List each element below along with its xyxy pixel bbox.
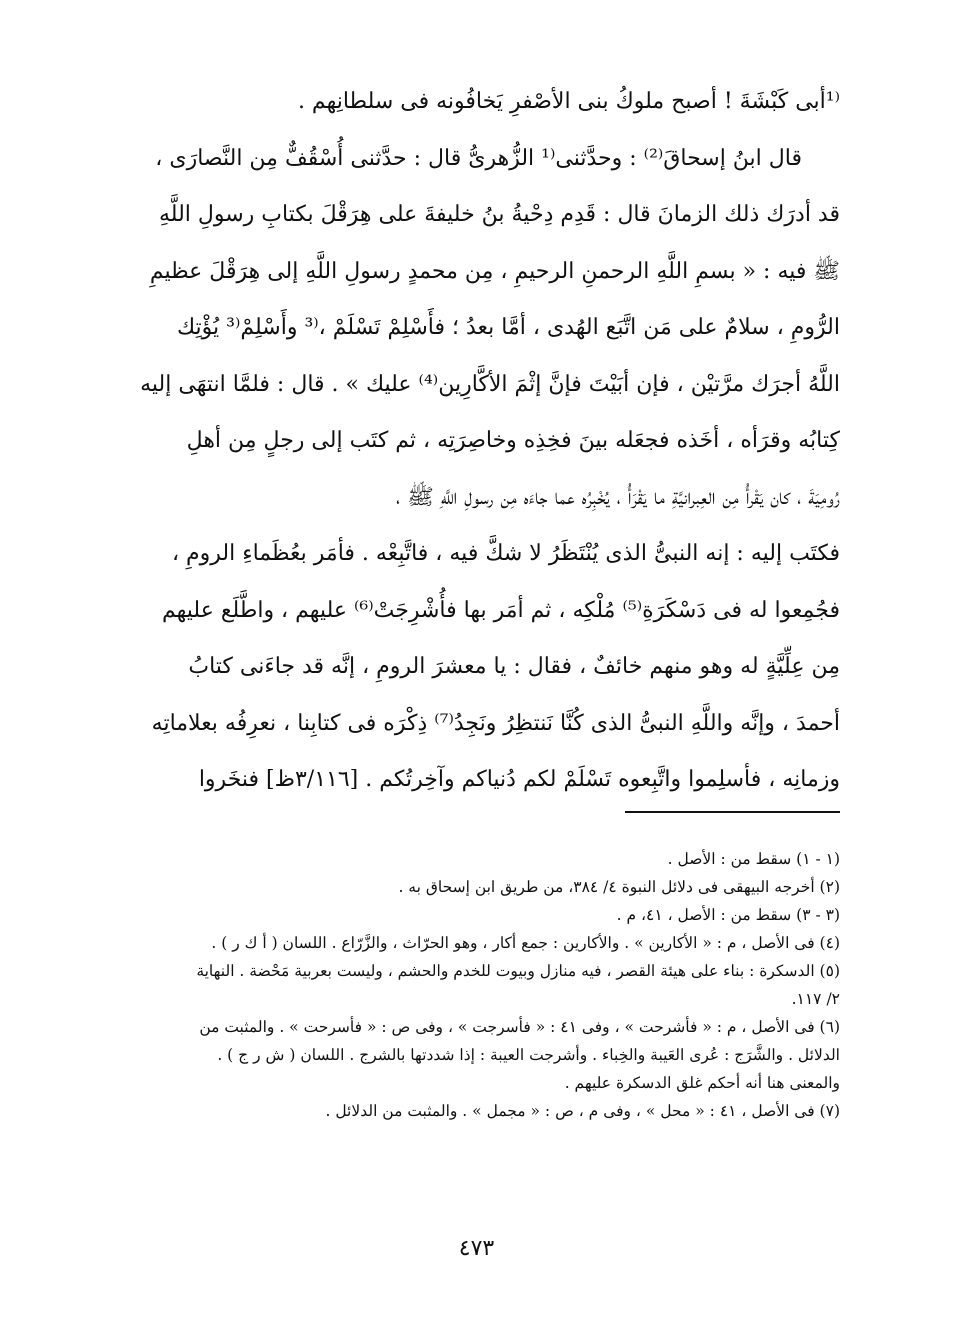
text-line: مِن عِلِّيَّةٍ له وهو منهم خائفٌ ، فقال : يا معشرَ الرومِ ، إنَّه قد جاءَنى كتابُ bbox=[188, 654, 840, 679]
footnote-separator bbox=[625, 811, 840, 813]
text-line: أحمدَ ، وإنَّه واللَّهِ النبىُّ الذى كُنَّا نَنتظِرُ ونَجِدُ⁽⁷⁾ ذِكْرَه فى كتابِنا ، نعرِفُه بعلاماتِه bbox=[151, 710, 840, 736]
text-line: ⁽¹أبى كَبْشَةَ ! أصبح ملوكُ بنى الأصْفرِ يَخافُونه فى سلطانِهم . bbox=[297, 89, 840, 114]
footnote: (٣ - ٣) سقط من : الأصل ، ٤١، م . bbox=[616, 906, 840, 924]
footnote-continuation: الدلائل . والشَّرَج : عُرى العَيبة والخِباء . وأشرجت العيبة : إذا شددتها بالشرج . اللسان ( ش ر ج ) . bbox=[217, 1046, 840, 1064]
footnote: (٥) الدسكرة : بناء على هيئة القصر ، فيه منازل وبيوت للخدم والحشم ، وليست بعربية مَحْضة . النهاية bbox=[196, 962, 840, 980]
footnote: (٢) أخرجه البيهقى فى دلائل النبوة ٤/ ٣٨٤، من طريق ابن إسحاق به . bbox=[398, 878, 840, 896]
text-line: ﷺ فيه : « بسمِ اللَّهِ الرحمنِ الرحيمِ ، مِن محمدٍ رسولِ اللَّهِ إلى هِرَقْلَ عظيمِ bbox=[149, 258, 840, 284]
footnote-continuation: ٢/ ١١٧. bbox=[791, 990, 840, 1008]
text-line: كِتابُه وقرَأه ، أخَذه فجعَله بينَ فخِذِه وخاصِرَتِه ، ثم كتَب إلى رجلٍ مِن أهلِ bbox=[186, 428, 840, 453]
footnote: (٧) فى الأصل ، ٤١ : « محل » ، وفى م ، ص : « مجمل » . والمثبت من الدلائل . bbox=[325, 1102, 840, 1120]
footnote: (٦) فى الأصل ، م : « فأشرحت » ، وفى ٤١ : « فأسرجت » ، وفى ص : « فأسرحت » . والمثبت من bbox=[199, 1018, 840, 1036]
main-text bbox=[120, 74, 840, 809]
text-line: فجُمِعوا له فى دَسْكَرَةِ⁽⁵⁾ مُلْكِه ، ثم أمَر بها فأُشْرِجَتْ⁽⁶⁾ عليهم ، واطَّلَع عليهم bbox=[162, 597, 840, 623]
text-line: الرُّومِ ، سلامٌ على مَن اتَّبَع الهُدى ، أمَّا بعدُ ؛ فأَسْلِمْ تَسْلَمْ ،⁽³ وأَسْلِمْ⁽³ يُؤْتِك bbox=[176, 315, 840, 340]
footnote-continuation: والمعنى هنا أنه أحكم غلق الدسكرة عليهم . bbox=[564, 1074, 840, 1092]
text-line: فكتَب إليه : إنه النبىُّ الذى يُنْتَظَرُ لا شكَّ فيه ، فاتَّبِعْه . فأمَر بعُظَماءِ الرومِ ، bbox=[171, 541, 840, 566]
footnotes bbox=[120, 845, 840, 1125]
text-line: اللَّهُ أجرَك مرَّتيْن ، فإن أبَيْتَ فإنَّ إثْمَ الأكَّارِين⁽⁴⁾ عليك » . قال : فلمَّا انتهَى إليه bbox=[140, 371, 840, 397]
page-number: ٤٧٣ bbox=[458, 1236, 495, 1261]
text-line: رُومِيَةَ ، كان يَقْرأُ مِن العِبرانيَّةِ ما يَقْرَأُ ، يُخْبِرُه عما جاءَه مِن رسولِ اللَّهِ ﷺ ، bbox=[396, 484, 840, 510]
text-line: قد أدرَك ذلك الزمانَ قال : قَدِم دِحْيةُ بنُ خليفةَ على هِرَقْلَ بكتابِ رسولِ اللَّهِ bbox=[158, 202, 840, 227]
footnote: (٤) فى الأصل ، م : « الأكارين » . والأكارين : جمع أكار ، وهو الحرّاث ، والزَّرّاع . اللسان ( أ ك ر ) . bbox=[211, 934, 840, 952]
text-line: قال ابنُ إسحاقَ⁽²⁾ : وحدَّثنى⁽¹ الزُّهرىُّ قال : حدَّثنى أُسْقُفٌّ مِن النَّصارَى ، bbox=[155, 145, 802, 171]
footnote: (١ - ١) سقط من : الأصل . bbox=[667, 850, 840, 868]
text-line: وزمانِه ، فأسلِموا واتَّبِعوه تَسْلَمْ لكم دُنياكم وآخِرتُكم . [٣/١١٦ظ] فنخَروا bbox=[198, 767, 840, 792]
